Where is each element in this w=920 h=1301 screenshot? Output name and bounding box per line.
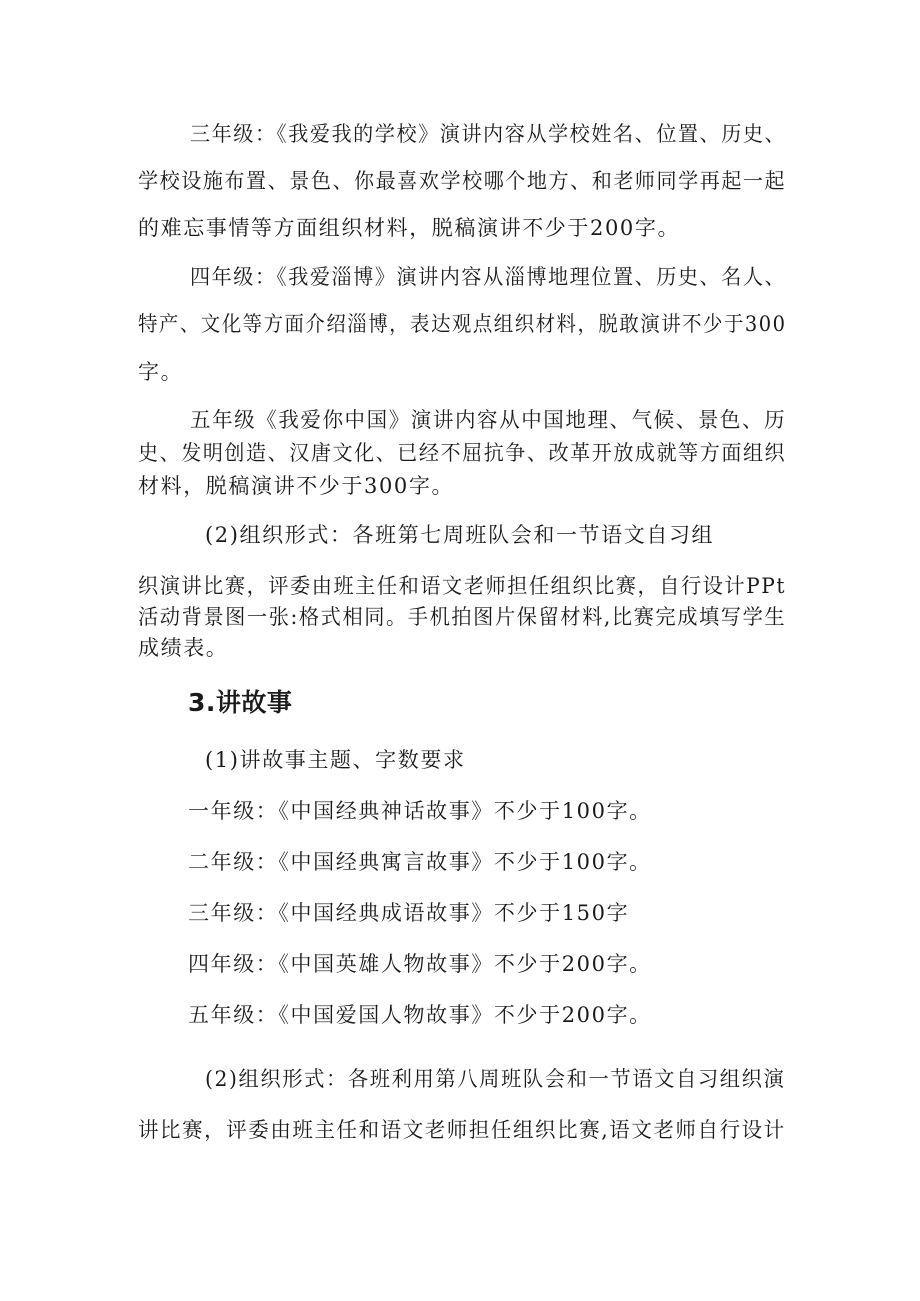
- story-topic-grade4: 四年级：《中国英雄人物故事》不少于200字。: [188, 952, 652, 976]
- speech-format-line-3: 活动背景图一张:格式相同。手机拍图片保留材料,比赛完成填写学生: [138, 605, 787, 629]
- speech-format-line-2: 织演讲比赛，评委由班主任和语文老师担任组织比赛，自行设计PPt: [138, 574, 786, 598]
- story-topic-grade2: 二年级：《中国经典寓言故事》不少于100字。: [188, 850, 652, 874]
- grade3-speech-line-3: 的难忘事情等方面组织材料，脱稿演讲不少于200字。: [138, 216, 681, 240]
- story-topic-grade5: 五年级：《中国爱国人物故事》不少于200字。: [188, 1003, 652, 1027]
- grade4-speech-line-2: 特产、文化等方面介绍淄博，表达观点组织材料，脱敢演讲不少于300: [138, 312, 787, 336]
- story-topic-grade3: 三年级：《中国经典成语故事》不少于150字: [188, 901, 630, 925]
- story-format-line-2: 讲比赛，评委由班主任和语文老师担任组织比赛,语文老师自行设计: [138, 1118, 786, 1142]
- grade5-speech-line-3: 材料，脱稿演讲不少于300字。: [138, 474, 455, 498]
- grade4-speech-line-1: 四年级：《我爱淄博》演讲内容从淄博地理位置、历史、名人、: [190, 265, 787, 289]
- grade3-speech-line-1: 三年级：《我爱我的学校》演讲内容从学校姓名、位置、历史、: [190, 122, 787, 146]
- storytelling-heading: 3.讲故事: [188, 688, 293, 717]
- grade3-speech-line-2: 学校设施布置、景色、你最喜欢学校哪个地方、和老师同学再起一起: [138, 169, 787, 193]
- speech-format-line-4: 成绩表。: [138, 636, 229, 660]
- grade5-speech-line-1: 五年级《我爱你中国》演讲内容从中国地理、气候、景色、历: [190, 408, 787, 432]
- story-topics-subheading: (1)讲故事主题、字数要求: [205, 748, 466, 772]
- grade5-speech-line-2: 史、发明创造、汉唐文化、已经不屈抗争、改革开放成就等方面组织: [138, 441, 787, 465]
- story-format-line-1: (2)组织形式：各班利用第八周班队会和一节语文自习组织演: [205, 1067, 786, 1091]
- speech-format-line-1: (2)组织形式：各班第七周班队会和一节语文自习组: [205, 523, 715, 547]
- story-topic-grade1: 一年级：《中国经典神话故事》不少于100字。: [188, 799, 652, 823]
- grade4-speech-line-3: 字。: [138, 360, 184, 384]
